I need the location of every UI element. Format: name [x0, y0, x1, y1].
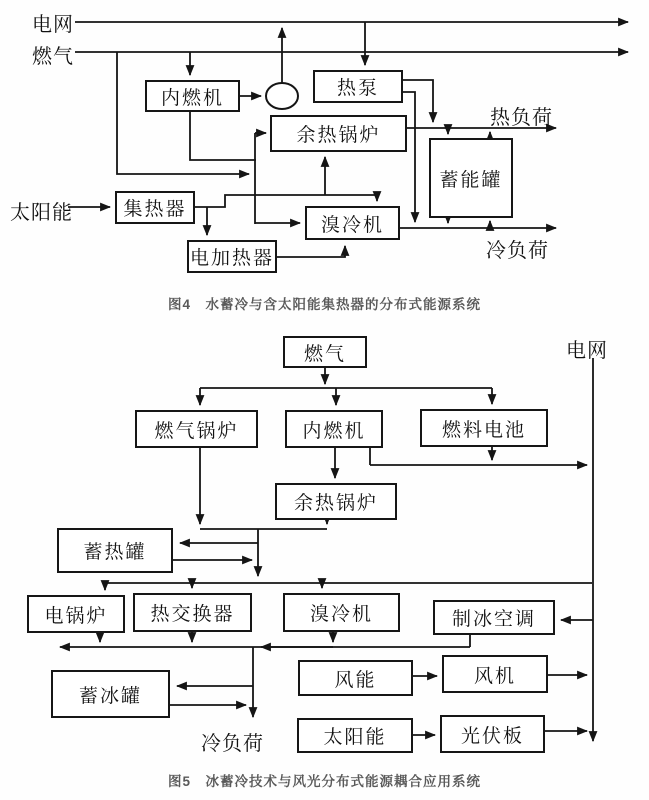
- fig4-box-whr-boiler: 余热锅炉: [270, 115, 407, 152]
- fig5-cool-load-label: 冷负荷: [201, 733, 264, 755]
- fig5-caption: 图5 冰蓄冷技术与风光分布式能源耦合应用系统: [167, 774, 481, 789]
- fig5-box-heat-tank: 蓄热罐: [57, 528, 173, 573]
- fig5-box-pv-panel: 光伏板: [440, 715, 545, 753]
- fig4-box-abs-chiller: 溴冷机: [305, 206, 400, 240]
- generator-circle: [266, 83, 298, 109]
- fig4-box-ice-engine: 内燃机: [145, 80, 240, 112]
- fig5-box-ice-engine: 内燃机: [285, 410, 383, 448]
- fig5-box-whr-boiler: 余热锅炉: [275, 483, 397, 520]
- fig4-box-e-heater: 电加热器: [187, 240, 277, 273]
- fig5-box-solar: 太阳能: [297, 718, 413, 753]
- fig4-gas-label: 燃气: [32, 46, 74, 68]
- fig4-grid-label: 电网: [32, 14, 74, 36]
- fig4-solar-label: 太阳能: [10, 202, 73, 224]
- fig5-box-ice-ac: 制冰空调: [433, 600, 555, 635]
- fig5-box-wind-turbine: 风机: [442, 655, 548, 693]
- fig5-box-gas: 燃气: [283, 336, 367, 368]
- fig5-box-wind: 风能: [298, 660, 413, 696]
- fig4-caption: 图4 水蓄冷与含太阳能集热器的分布式能源系统: [167, 297, 481, 312]
- fig4-cool-load-label: 冷负荷: [486, 240, 549, 262]
- fig5-box-abs-chiller: 溴冷机: [283, 593, 400, 632]
- fig5-box-ice-tank: 蓄冰罐: [51, 670, 170, 718]
- fig5-box-heat-exchanger: 热交换器: [133, 593, 252, 632]
- fig5-grid-label: 电网: [566, 340, 608, 362]
- fig5-box-fuel-cell: 燃料电池: [420, 409, 548, 447]
- fig4-box-heat-pump: 热泵: [313, 70, 403, 103]
- fig5-box-gas-boiler: 燃气锅炉: [135, 410, 258, 448]
- fig4-heat-load-label: 热负荷: [490, 107, 553, 129]
- fig4-box-collector: 集热器: [115, 191, 195, 224]
- fig5-box-e-boiler: 电锅炉: [27, 595, 125, 633]
- fig4-box-storage-tank: 蓄能罐: [429, 138, 513, 218]
